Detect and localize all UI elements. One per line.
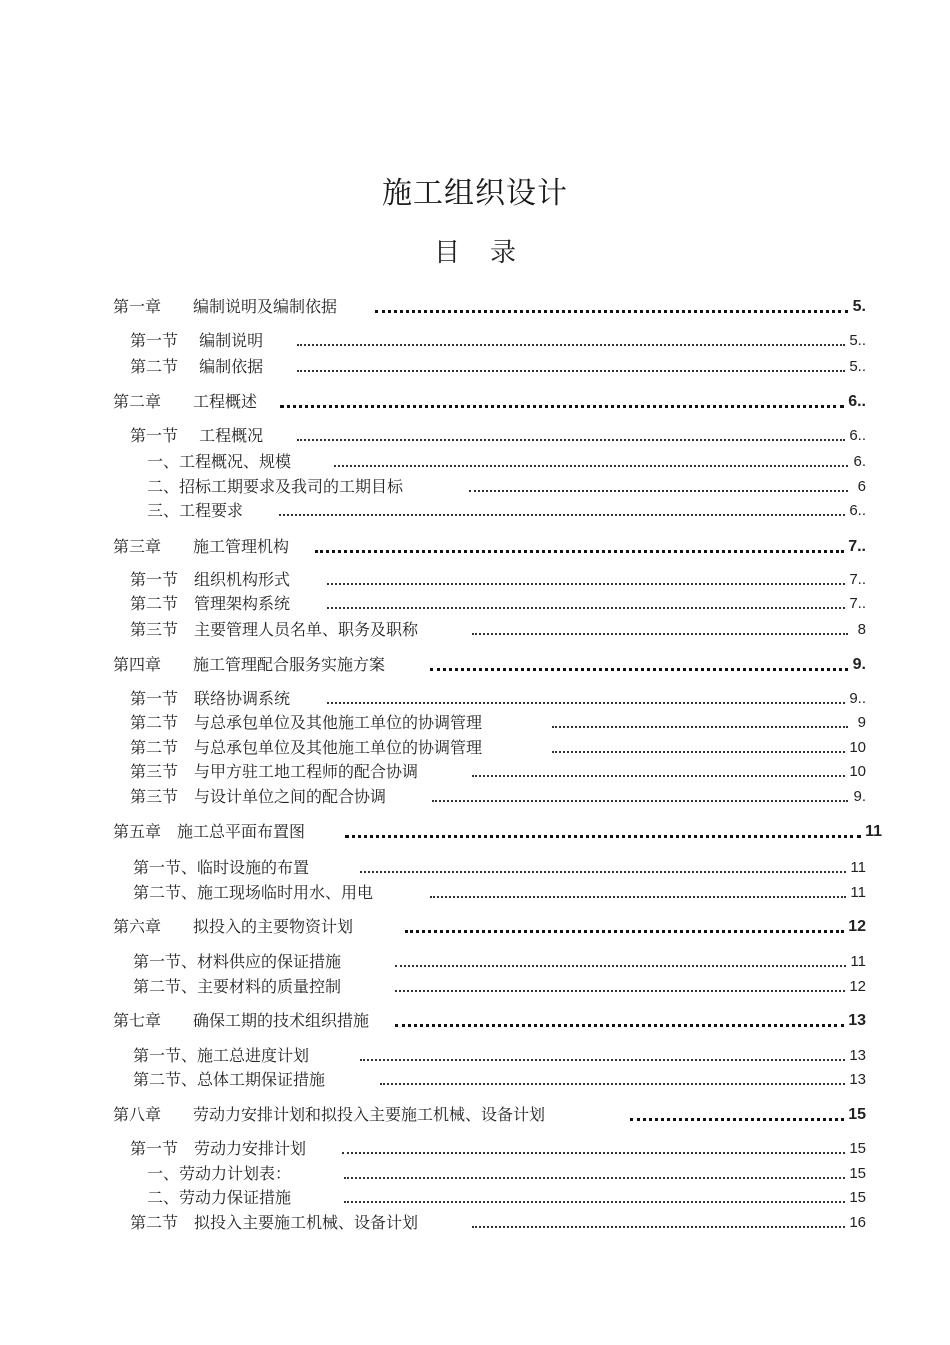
- toc-page-number: 11: [850, 859, 866, 876]
- toc-heading: 目录: [433, 238, 546, 268]
- toc-section-entry: [130, 569, 866, 591]
- dot-leader: [430, 668, 848, 671]
- dot-leader: [430, 896, 846, 898]
- dot-leader: [327, 702, 845, 704]
- toc-page-number: 13: [848, 1012, 866, 1029]
- dot-leader: [280, 405, 844, 408]
- toc-page-number: 11: [850, 884, 866, 901]
- toc-section-entry: [130, 619, 866, 641]
- toc-section-entry: [130, 786, 866, 808]
- toc-section-entry: [130, 737, 866, 759]
- toc-page-number: 6..: [849, 502, 866, 519]
- toc-page-number: 15: [849, 1189, 866, 1206]
- dot-leader: [297, 344, 845, 346]
- toc-entry-label: 第四章 施工管理配合服务实施方案: [113, 655, 386, 674]
- toc-page-number: 7..: [849, 571, 866, 588]
- toc-entry-label: 第二节 与总承包单位及其他施工单位的协调管理: [130, 713, 483, 732]
- dot-leader: [432, 800, 848, 802]
- dot-leader: [360, 871, 846, 873]
- toc-page-number: 15: [849, 1165, 866, 1182]
- toc-page-number: 11: [850, 953, 866, 970]
- toc-page-number: 5..: [849, 332, 866, 349]
- toc-page-number: 9..: [849, 690, 866, 707]
- toc-page-number: 8: [857, 621, 866, 638]
- toc-page-number: 15: [848, 1106, 866, 1123]
- dot-leader: [344, 1201, 845, 1203]
- toc-section-entry: [133, 976, 866, 998]
- dot-leader: [279, 514, 845, 516]
- toc-chapter-entry: [113, 916, 866, 938]
- toc-entry-label: 第五章 施工总平面布置图: [113, 822, 306, 841]
- toc-entry-label: 第三节 与设计单位之间的配合协调: [130, 787, 387, 806]
- toc-section-entry: [130, 688, 866, 710]
- toc-entry-label: 第三节 主要管理人员名单、职务及职称: [130, 620, 419, 639]
- dot-leader: [405, 930, 844, 933]
- toc-entry-label: 第二章 工程概述: [113, 392, 258, 411]
- toc-item-entry: [147, 1163, 866, 1185]
- dot-leader: [342, 1152, 845, 1154]
- toc-page-number: 10: [849, 763, 866, 780]
- toc-section-entry: [130, 712, 866, 734]
- dot-leader: [327, 607, 845, 609]
- dot-leader: [334, 465, 848, 467]
- toc-entry-label: 二、招标工期要求及我司的工期目标: [147, 477, 404, 496]
- document-title: 施工组织设计: [382, 176, 568, 211]
- toc-section-entry: [130, 1138, 866, 1160]
- dot-leader: [297, 439, 845, 441]
- toc-chapter-entry: [113, 391, 866, 413]
- toc-section-entry: [130, 761, 866, 783]
- toc-page-number: 13: [849, 1047, 866, 1064]
- dot-leader: [469, 490, 848, 492]
- toc-entry-label: 一、劳动力计划表：: [147, 1164, 292, 1183]
- toc-entry-label: 第一节 劳动力安排计划: [130, 1139, 307, 1158]
- toc-section-entry: [133, 857, 866, 879]
- toc-item-entry: [147, 500, 866, 522]
- toc-page-number: 7..: [849, 595, 866, 612]
- toc-chapter-entry: [113, 821, 882, 843]
- toc-chapter-entry: [113, 1010, 866, 1032]
- toc-entry-label: 第六章 拟投入的主要物资计划: [113, 917, 354, 936]
- toc-page-number: 9.: [852, 656, 866, 673]
- toc-page-number: 16: [849, 1214, 866, 1231]
- toc-entry-label: 第一节 联络协调系统: [130, 689, 291, 708]
- toc-page-number: 11: [865, 823, 882, 840]
- toc-entry-label: 二、劳动力保证措施: [147, 1188, 292, 1207]
- toc-page-number: 9: [857, 714, 866, 731]
- toc-page-number: 6..: [849, 427, 866, 444]
- dot-leader: [327, 583, 845, 585]
- toc-entry-label: 第二节 管理架构系统: [130, 594, 291, 613]
- toc-entry-label: 第一节、材料供应的保证措施: [133, 952, 342, 971]
- toc-entry-label: 第二节 编制依据: [130, 357, 264, 376]
- toc-section-entry: [130, 1212, 866, 1234]
- toc-page-number: 5.: [852, 298, 866, 315]
- toc-section-entry: [133, 1069, 866, 1091]
- toc-page-number: 6..: [848, 393, 866, 410]
- toc-chapter-entry: [113, 654, 866, 676]
- toc-entry-label: 第二节、施工现场临时用水、用电: [133, 883, 374, 902]
- toc-chapter-entry: [113, 536, 866, 558]
- toc-entry-label: 第八章 劳动力安排计划和拟投入主要施工机械、设备计划: [113, 1105, 546, 1124]
- toc-chapter-entry: [113, 296, 866, 318]
- toc-section-entry: [133, 951, 866, 973]
- toc-page-number: 7..: [848, 538, 866, 555]
- dot-leader: [395, 965, 846, 967]
- toc-entry-label: 一、工程概况、规模: [147, 452, 292, 471]
- toc-entry-label: 第三节 与甲方驻工地工程师的配合协调: [130, 762, 419, 781]
- toc-entry-label: 第一节、临时设施的布置: [133, 858, 310, 877]
- dot-leader: [360, 1059, 845, 1061]
- toc-entry-label: 第一节、施工总进度计划: [133, 1046, 310, 1065]
- dot-leader: [344, 1177, 845, 1179]
- dot-leader: [395, 1024, 844, 1027]
- dot-leader: [472, 775, 845, 777]
- toc-page-number: 15: [849, 1140, 866, 1157]
- toc-chapter-entry: [113, 1104, 866, 1126]
- toc-entry-label: 第三章 施工管理机构: [113, 537, 290, 556]
- toc-section-entry: [130, 356, 866, 378]
- toc-item-entry: [147, 451, 866, 473]
- toc-section-entry: [133, 1045, 866, 1067]
- toc-entry-label: 第一章 编制说明及编制依据: [113, 297, 338, 316]
- toc-page-number: 6: [857, 478, 866, 495]
- toc-section-entry: [133, 882, 866, 904]
- toc-page-number: 10: [849, 739, 866, 756]
- dot-leader: [375, 310, 848, 313]
- toc-page-number: 12: [848, 918, 866, 935]
- toc-page-number: 5..: [849, 358, 866, 375]
- toc-page-number: 12: [849, 978, 866, 995]
- toc-entry-label: 第一节 组织机构形式: [130, 570, 291, 589]
- toc-item-entry: [147, 1187, 866, 1209]
- toc-entry-label: 第二节 拟投入主要施工机械、设备计划: [130, 1213, 419, 1232]
- dot-leader: [297, 370, 845, 372]
- dot-leader: [630, 1118, 844, 1121]
- dot-leader: [395, 990, 845, 992]
- dot-leader: [552, 751, 845, 753]
- toc-entry-label: 三、工程要求: [147, 501, 244, 520]
- toc-entry-label: 第二节、总体工期保证措施: [133, 1070, 326, 1089]
- toc-item-entry: [147, 476, 866, 498]
- toc-page-number: 13: [849, 1071, 866, 1088]
- dot-leader: [345, 835, 861, 838]
- toc-entry-label: 第七章 确保工期的技术组织措施: [113, 1011, 370, 1030]
- toc-page-number: 9.: [853, 788, 866, 805]
- dot-leader: [472, 633, 848, 635]
- toc-section-entry: [130, 593, 866, 615]
- dot-leader: [380, 1083, 845, 1085]
- dot-leader: [552, 726, 848, 728]
- toc-entry-label: 第一节 工程概况: [130, 426, 264, 445]
- toc-section-entry: [130, 425, 866, 447]
- toc-section-entry: [130, 330, 866, 352]
- toc-entry-label: 第二节 与总承包单位及其他施工单位的协调管理: [130, 738, 483, 757]
- toc-entry-label: 第二节、主要材料的质量控制: [133, 977, 342, 996]
- toc-entry-label: 第一节 编制说明: [130, 331, 264, 350]
- dot-leader: [315, 550, 844, 553]
- toc-page-number: 6.: [853, 453, 866, 470]
- dot-leader: [472, 1226, 845, 1228]
